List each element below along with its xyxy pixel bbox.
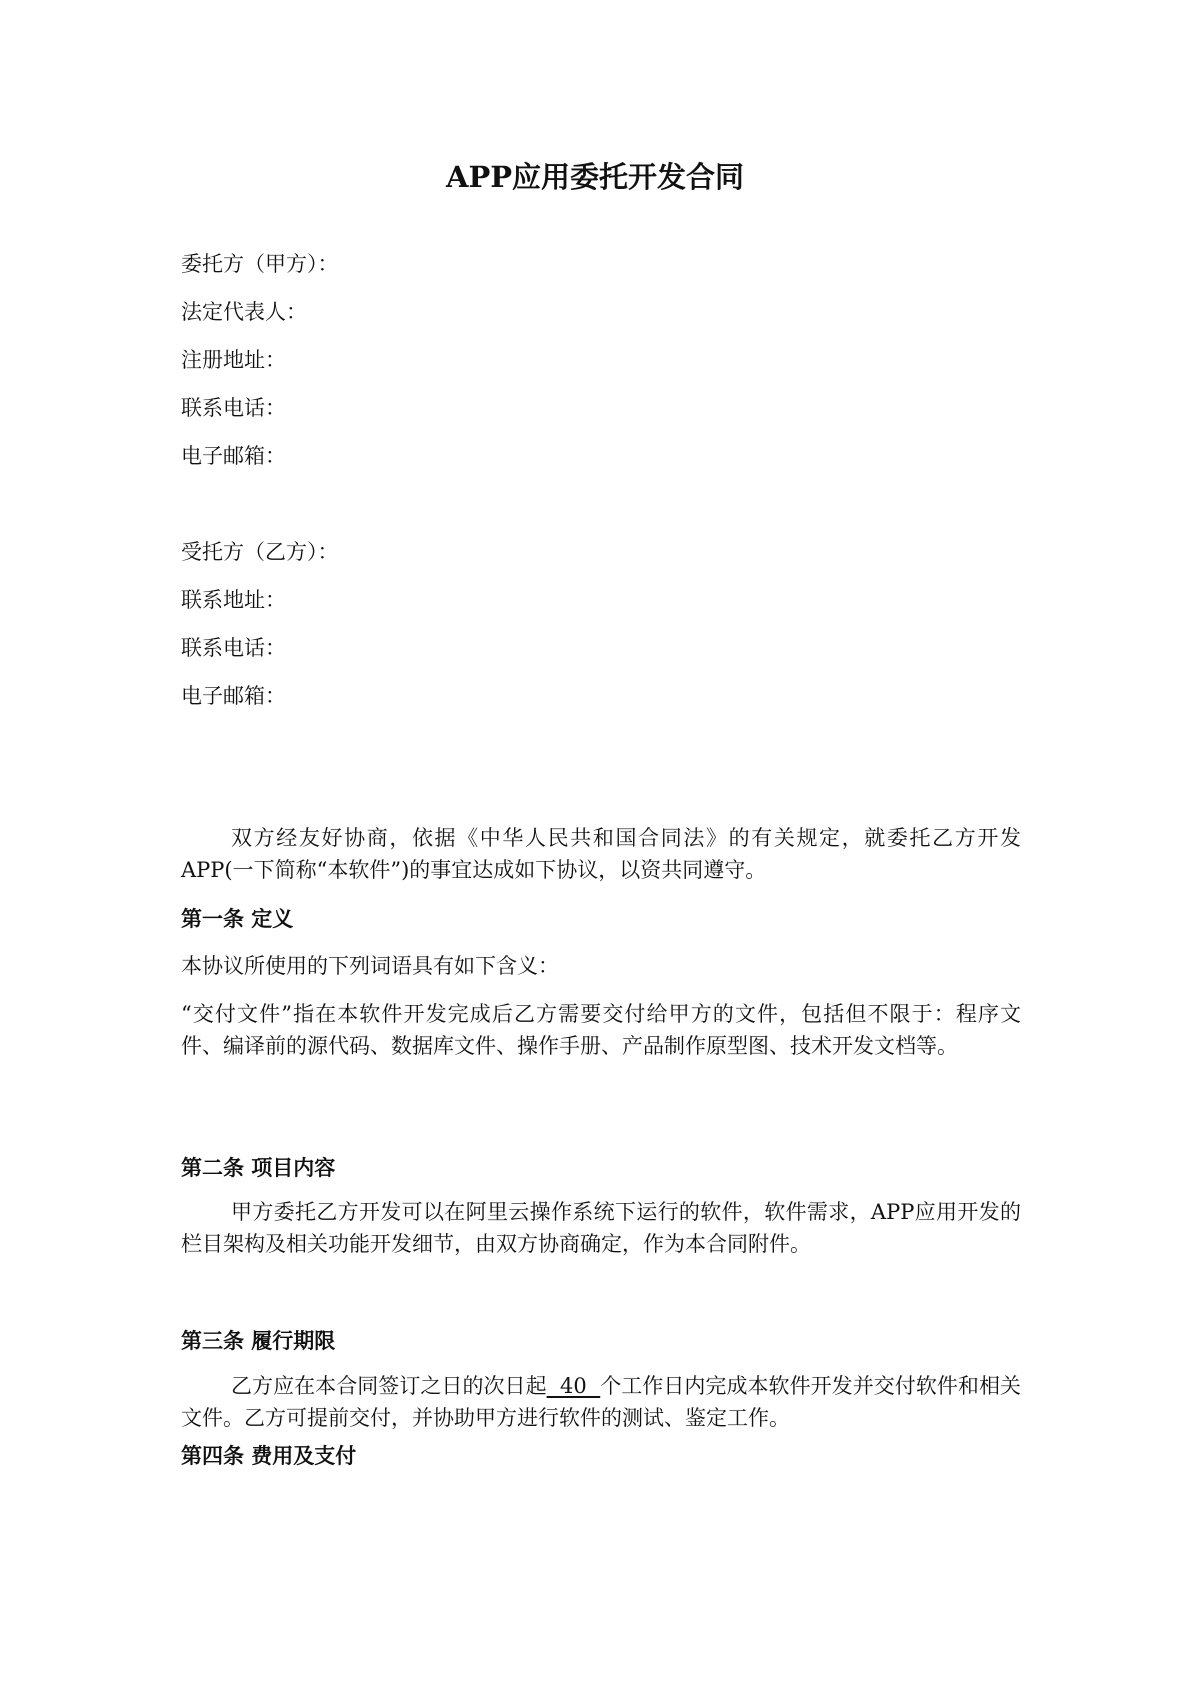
party-b-address: 联系地址： (181, 588, 286, 612)
article-1-heading: 第一条 定义 (181, 907, 294, 931)
party-a-legal-rep: 法定代表人： (181, 300, 307, 324)
party-a-email: 电子邮箱： (181, 444, 286, 468)
article-1-intro: 本协议所使用的下列词语具有如下含义： (181, 954, 559, 978)
party-b-phone: 联系电话： (181, 636, 286, 660)
article-3-heading: 第三条 履行期限 (181, 1329, 336, 1353)
article-3-body (181, 1370, 1021, 1434)
article-3-body-before: 乙方应在本合同签订之日的次日起 (231, 1374, 547, 1398)
article-2-heading: 第二条 项目内容 (181, 1156, 336, 1180)
party-b-label: 受托方（乙方）： (181, 540, 339, 564)
party-b-email: 电子邮箱： (181, 684, 286, 708)
article-1-body: “交付文件”指在本软件开发完成后乙方需要交付给甲方的文件，包括但不限于：程序文件、编译前的源代码、数据库文件、操作手册、产品制作原型图、技术开发文档等。 (181, 1002, 1021, 1058)
document-title: APP应用委托开发合同 (445, 160, 745, 194)
article-2-body: 甲方委托乙方开发可以在阿里云操作系统下运行的软件，软件需求，APP应用开发的栏目架构及相关功能开发细节，由双方协商确定，作为本合同附件。 (181, 1200, 1021, 1256)
party-a-label: 委托方（甲方）： (181, 252, 339, 276)
party-a-phone: 联系电话： (181, 396, 286, 420)
preamble-paragraph: 双方经友好协商，依据《中华人民共和国合同法》的有关规定，就委托乙方开发APP(一下简称“本软件”)的事宜达成如下协议，以资共同遵守。 (181, 826, 1021, 882)
party-a-reg-address: 注册地址： (181, 348, 286, 372)
duration-blank-field: 40 (546, 1374, 601, 1398)
article-4-heading: 第四条 费用及支付 (181, 1444, 357, 1468)
article-3-body-after: 个工作日内完成本软件开发并交付软件和相关文件。乙方可提前交付，并协助甲方进行软件的测试、鉴定工作。 (181, 1374, 1021, 1430)
